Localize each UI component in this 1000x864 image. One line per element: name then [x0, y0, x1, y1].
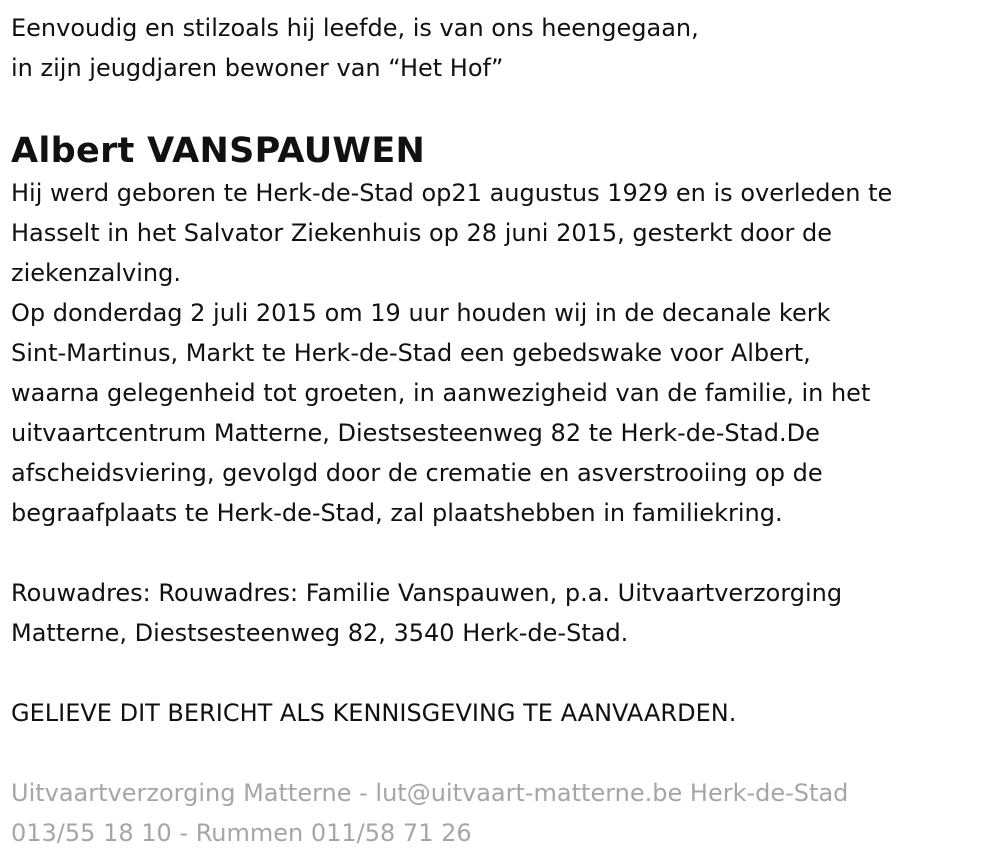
footer-line-1: Uitvaartverzorging Matterne - lut@uitvaart-matterne.be Herk-de-Stad — [11, 779, 849, 807]
birth-death-paragraph: Hij werd geboren te Herk-de-Stad op21 augustus 1929 en is overleden te Hasselt in het Salvator Ziekenhuis op 28 juni 2015, gesterkt door de ziekenzalving. — [11, 179, 893, 287]
intro-line-2: in zijn jeugdjaren bewoner van “Het Hof” — [11, 54, 504, 82]
footer-line-2: 013/55 18 10 - Rummen 011/58 71 26 — [11, 819, 472, 847]
deceased-name: Albert VANSPAUWEN — [11, 131, 426, 171]
spacer — [11, 653, 1000, 693]
intro-block — [11, 8, 1000, 88]
ceremony-paragraph: Op donderdag 2 juli 2015 om 19 uur houden wij in de decanale kerk Sint-Martinus, Markt te Herk-de-Stad een gebedswake voor Albert, waarna gelegenheid tot groeten, in aanwezigheid van de familie, in het uitvaartcentrum Matterne, Diestsesteenweg 82 te Herk-de-Stad.De afscheidsviering, gevolgd door de crematie en asverstrooiing op de begraafplaats te Herk-de-Stad, zal plaatshebben in familiekring. — [11, 299, 871, 527]
spacer — [11, 733, 1000, 773]
intro-line-1: Eenvoudig en stilzoals hij leefde, is van ons heengegaan, — [11, 14, 699, 42]
mourning-address: Rouwadres: Rouwadres: Familie Vanspauwen, p.a. Uitvaartverzorging Matterne, Diestsesteenweg 82, 3540 Herk-de-Stad. — [11, 579, 843, 647]
spacer — [11, 533, 1000, 573]
notice-text: GELIEVE DIT BERICHT ALS KENNISGEVING TE AANVAARDEN. — [11, 699, 737, 727]
funeral-home-footer — [11, 773, 1000, 853]
